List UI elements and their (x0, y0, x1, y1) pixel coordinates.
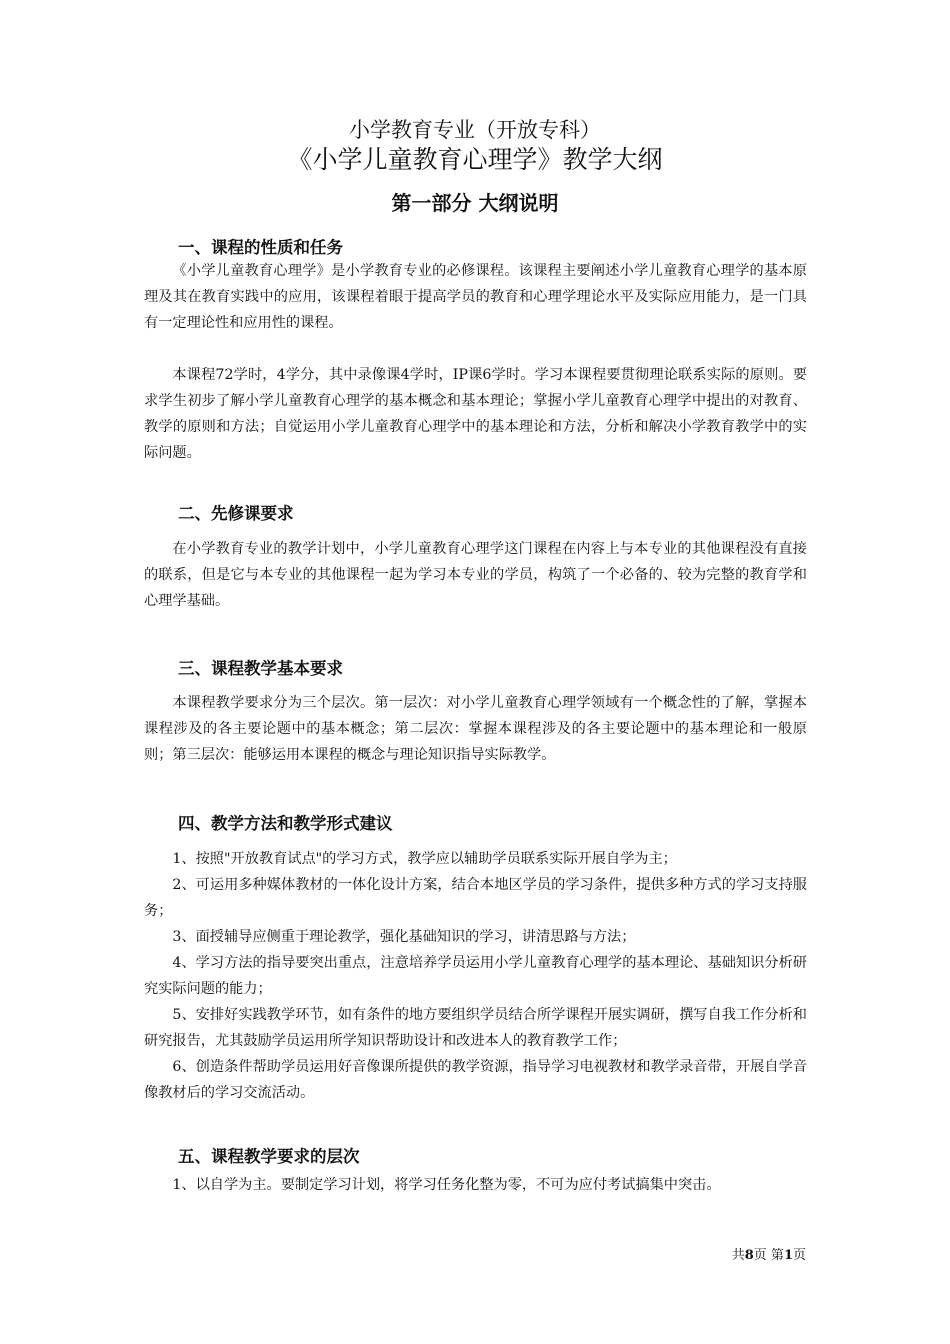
paragraph: 本课程72学时，4学分，其中录像课4学时，IP课6学时。学习本课程要贯彻理论联系实际的原则。要求学生初步了解小学儿童教育心理学的基本概念和基本理论；掌握小学儿童教育心理学中提出的对教育、教学的原则和方法；自觉运用小学儿童教育心理学中的基本理论和方法，分析和解决小学教育教学中的实际问题。 (144, 367, 807, 461)
paragraph: 《小学儿童教育心理学》是小学教育专业的必修课程。该课程主要阐述小学儿童教育心理学的基本原理及其在教育实践中的应用，该课程着眼于提高学员的教育和心理学理论水平及实际应用能力，是一门具有一定理论性和应用性的课程。 (144, 263, 807, 331)
list-item: 5、安排好实践教学环节，如有条件的地方要组织学员结合所学课程开展实调研，撰写自我工作分析和研究报告，尤其鼓励学员运用所学知识帮助设计和改进本人的教育教学工作； (144, 1007, 807, 1049)
section-heading-basic-requirements: 三、课程教学基本要求 (178, 659, 343, 678)
list-item: 1、按照"开放教育试点"的学习方式，教学应以辅助学员联系实际开展自学为主； (172, 851, 677, 867)
document-title: 《小学儿童教育心理学》教学大纲 (287, 145, 663, 174)
paragraph: 本课程教学要求分为三个层次。第一层次：对小学儿童教育心理学领域有一个概念性的了解，掌握本课程涉及的各主要论题中的基本概念；第二层次：掌握本课程涉及的各主要论题中的基本理论和一般原则；第三层次：能够运用本课程的概念与理论知识指导实际教学。 (144, 695, 807, 763)
list-item: 4、学习方法的指导要突出重点，注意培养学员运用小学儿童教育心理学的基本理论、基础知识分析研究实际问题的能力； (144, 955, 807, 997)
section-heading-requirement-levels: 五、课程教学要求的层次 (178, 1147, 360, 1166)
page-footer (732, 1247, 806, 1265)
document-subtitle: 小学教育专业（开放专科） (349, 118, 601, 142)
footer-middle: 页 第 (753, 1248, 784, 1263)
list-item: 6、创造条件帮助学员运用好音像课所提供的教学资源，指导学习电视教材和教学录音带，开展自学音像教材后的学习交流活动。 (144, 1059, 807, 1101)
footer-suffix: 页 (792, 1248, 806, 1263)
section-heading-nature-and-tasks: 一、课程的性质和任务 (178, 238, 343, 257)
list-item: 3、面授辅导应侧重于理论教学，强化基础知识的学习，讲清思路与方法； (172, 929, 636, 945)
total-pages: 8 (744, 1248, 754, 1263)
section-heading-prerequisites: 二、先修课要求 (178, 504, 294, 523)
footer-prefix: 共 (731, 1248, 745, 1263)
list-item: 1、以自学为主。要制定学习计划，将学习任务化整为零，不可为应付考试搞集中突击。 (172, 1177, 721, 1193)
current-page: 1 (783, 1248, 793, 1263)
section-heading-teaching-methods: 四、教学方法和教学形式建议 (178, 814, 393, 833)
paragraph: 在小学教育专业的教学计划中，小学儿童教育心理学这门课程在内容上与本专业的其他课程没有直接的联系，但是它与本专业的其他课程一起为学习本专业的学员，构筑了一个必备的、较为完整的教育学和心理学基础。 (144, 541, 807, 609)
list-item: 2、可运用多种媒体教材的一体化设计方案，结合本地区学员的学习条件，提供多种方式的学习支持服务； (144, 877, 807, 919)
part-title: 第一部分 大纲说明 (391, 191, 559, 215)
